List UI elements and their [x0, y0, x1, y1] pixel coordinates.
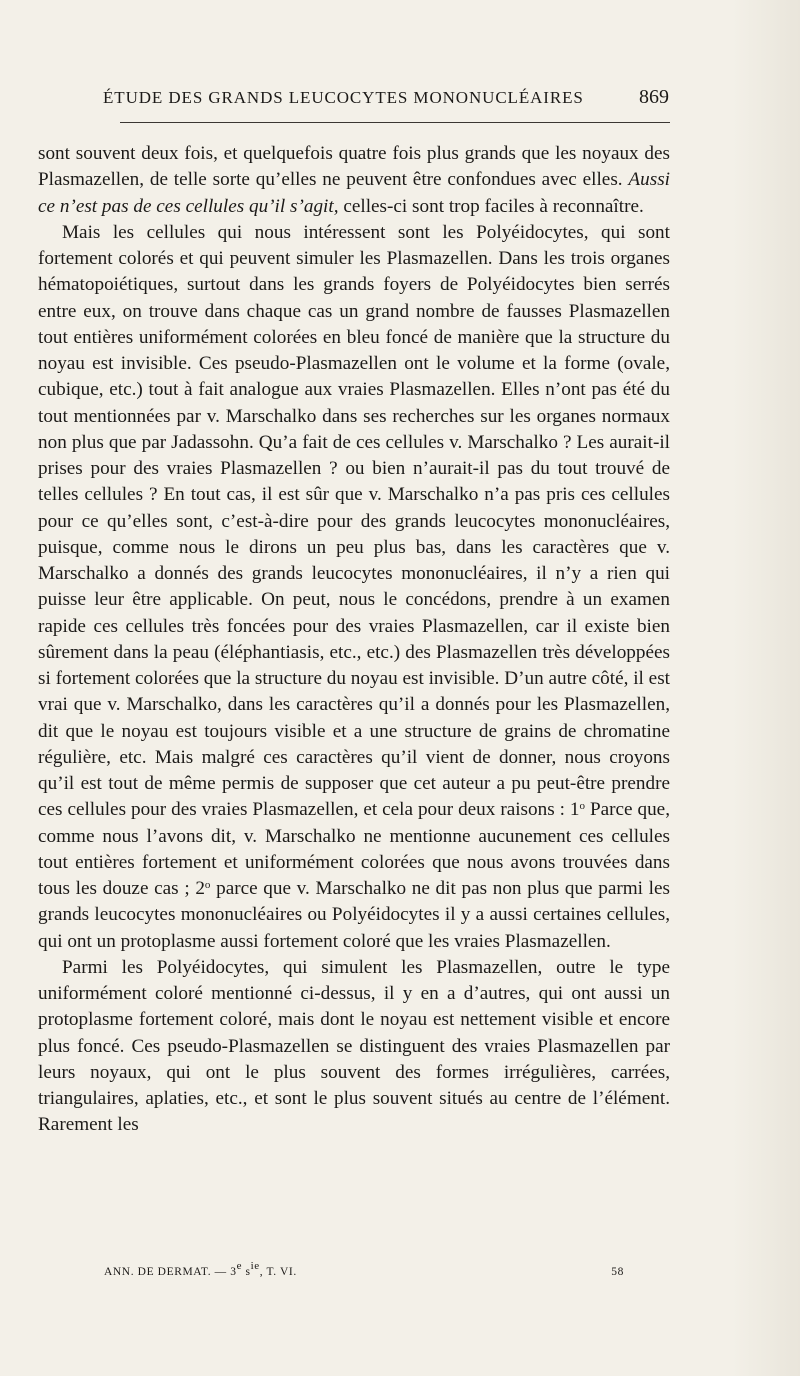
- p2-sup2: o: [204, 879, 211, 891]
- journal-b: s: [242, 1266, 251, 1278]
- journal-sup: e: [236, 1260, 243, 1272]
- p2-end: parce que v. Marschalko ne dit pas non plus que parmi les grands leucocytes mononucléaires ou Polyéidocytes il y a aussi certaines cellules, qui ont un protoplasme aussi fortement coloré que les vraies Plasmazellen.: [38, 878, 670, 952]
- page-edge-shadow: [732, 0, 800, 1376]
- journal-c: , T. VI.: [259, 1266, 297, 1278]
- p2-num2: 2: [195, 878, 205, 899]
- page-number: 869: [639, 86, 669, 108]
- p3-text: Parmi les Polyéidocytes, qui simulent les Plasmazellen, outre le type uniformément coloré mentionné ci-dessus, il y en a d’autres, qui ont aussi un protoplasme fortement coloré, mais dont le noyau est nettement visible et encore plus foncé. Ces pseudo-Plasmazellen se distinguent des vraies Plasmazellen par leurs noyaux, qui ont le plus souvent des formes irrégulières, carrées, triangulaires, aplaties, etc., et sont le plus souvent situés au centre de l’élément. Rarement les: [38, 956, 670, 1136]
- p2-text: Mais les cellules qui nous intéressent sont les Polyéidocytes, qui sont fortement colorés et qui peuvent simuler les Plasmazellen. Dans les trois organes hématopoiétiques, surtout dans les grands foyers de Polyéidocytes bien serrés entre eux, on trouve dans chaque cas un grand nombre de fausses Plasmazellen tout entières uniformément colorées en bleu foncé de manière que la structure du noyau est invisible. Ces pseudo-Plasmazellen ont le volume et la forme (ovale, cubique, etc.) tout à fait analogue aux vraies Plasmazellen. Elles n’ont pas été du tout mentionnées par v. Marschalko dans ses recherches sur les organes normaux non plus que par Jadassohn. Qu’a fait de ces cellules v. Marschalko ? Les aurait-il prises pour des vraies Plasmazellen ? ou bien n’aurait-il pas du tout trouvé de telles cellules ? En tout cas, il est sûr que v. Marschalko n’a pas pris ces cellules pour ce qu’elles sont, c’est-à-dire pour des grands leucocytes mononucléaires, puisque, comme nous le dirons un peu plus bas, dans les caractères que v. Marschalko a donnés des grands leucocytes mononucléaires, il n’y a rien qui puisse leur être applicable. On peut, nous le concédons, prendre à un examen rapide ces cellules très foncées pour des vraies Plasmazellen, car il existe bien sûrement dans la peau (éléphantiasis, etc., etc.) des Plasmazellen très développées si fortement colorées que la structure du noyau est invisible. D’un autre côté, il est vrai que v. Marschalko, dans les caractères qu’il a donnés pour les Plasmazellen, dit que le noyau est toujours visible et a une structure de grains de chromatine régulière, etc. Mais malgré ces caractères qu’il vient de donner, nous croyons qu’il est tout de même permis de supposer que cet auteur a pu peut-être prendre ces cellules pour des vraies Plasmazellen, et cela pour deux raisons :: [38, 221, 670, 821]
- p2-sup1: o: [579, 800, 585, 813]
- paragraph-1: [38, 141, 670, 220]
- p2-mid: Parce que, comme nous l’avons dit, v. Marschalko ne mentionne aucunement ces cellules tout entières fortement et uniformément colorées que nous avons trouvées dans tous les douze cas ;: [38, 799, 670, 899]
- journal-a: ANN. DE DERMAT. — 3: [104, 1266, 237, 1278]
- paragraph-3: [38, 955, 670, 1139]
- paragraph-2: [38, 220, 670, 955]
- p1-start: sont souvent deux fois, et quelquefois quatre fois plus grands que les noyaux des Plasmazellen, de telle sorte qu’elles ne peuvent être confondues avec elles.: [38, 143, 670, 191]
- signature-mark: 58: [611, 1266, 624, 1278]
- p2-num1: 1: [569, 799, 580, 821]
- footer: [104, 1260, 624, 1286]
- running-head: [103, 86, 669, 112]
- header-rule: [120, 122, 670, 123]
- p1-italic: Aussi ce n’est pas de ces cellules qu’il s’agit,: [38, 169, 670, 217]
- journal-sup2: ie: [250, 1260, 260, 1272]
- p1-end: celles-ci sont trop faciles à reconnaître.: [338, 195, 644, 217]
- running-title: ÉTUDE DES GRANDS LEUCOCYTES MONONUCLÉAIRES: [103, 88, 584, 107]
- journal-reference: [104, 1260, 297, 1278]
- body-text: [38, 141, 670, 1139]
